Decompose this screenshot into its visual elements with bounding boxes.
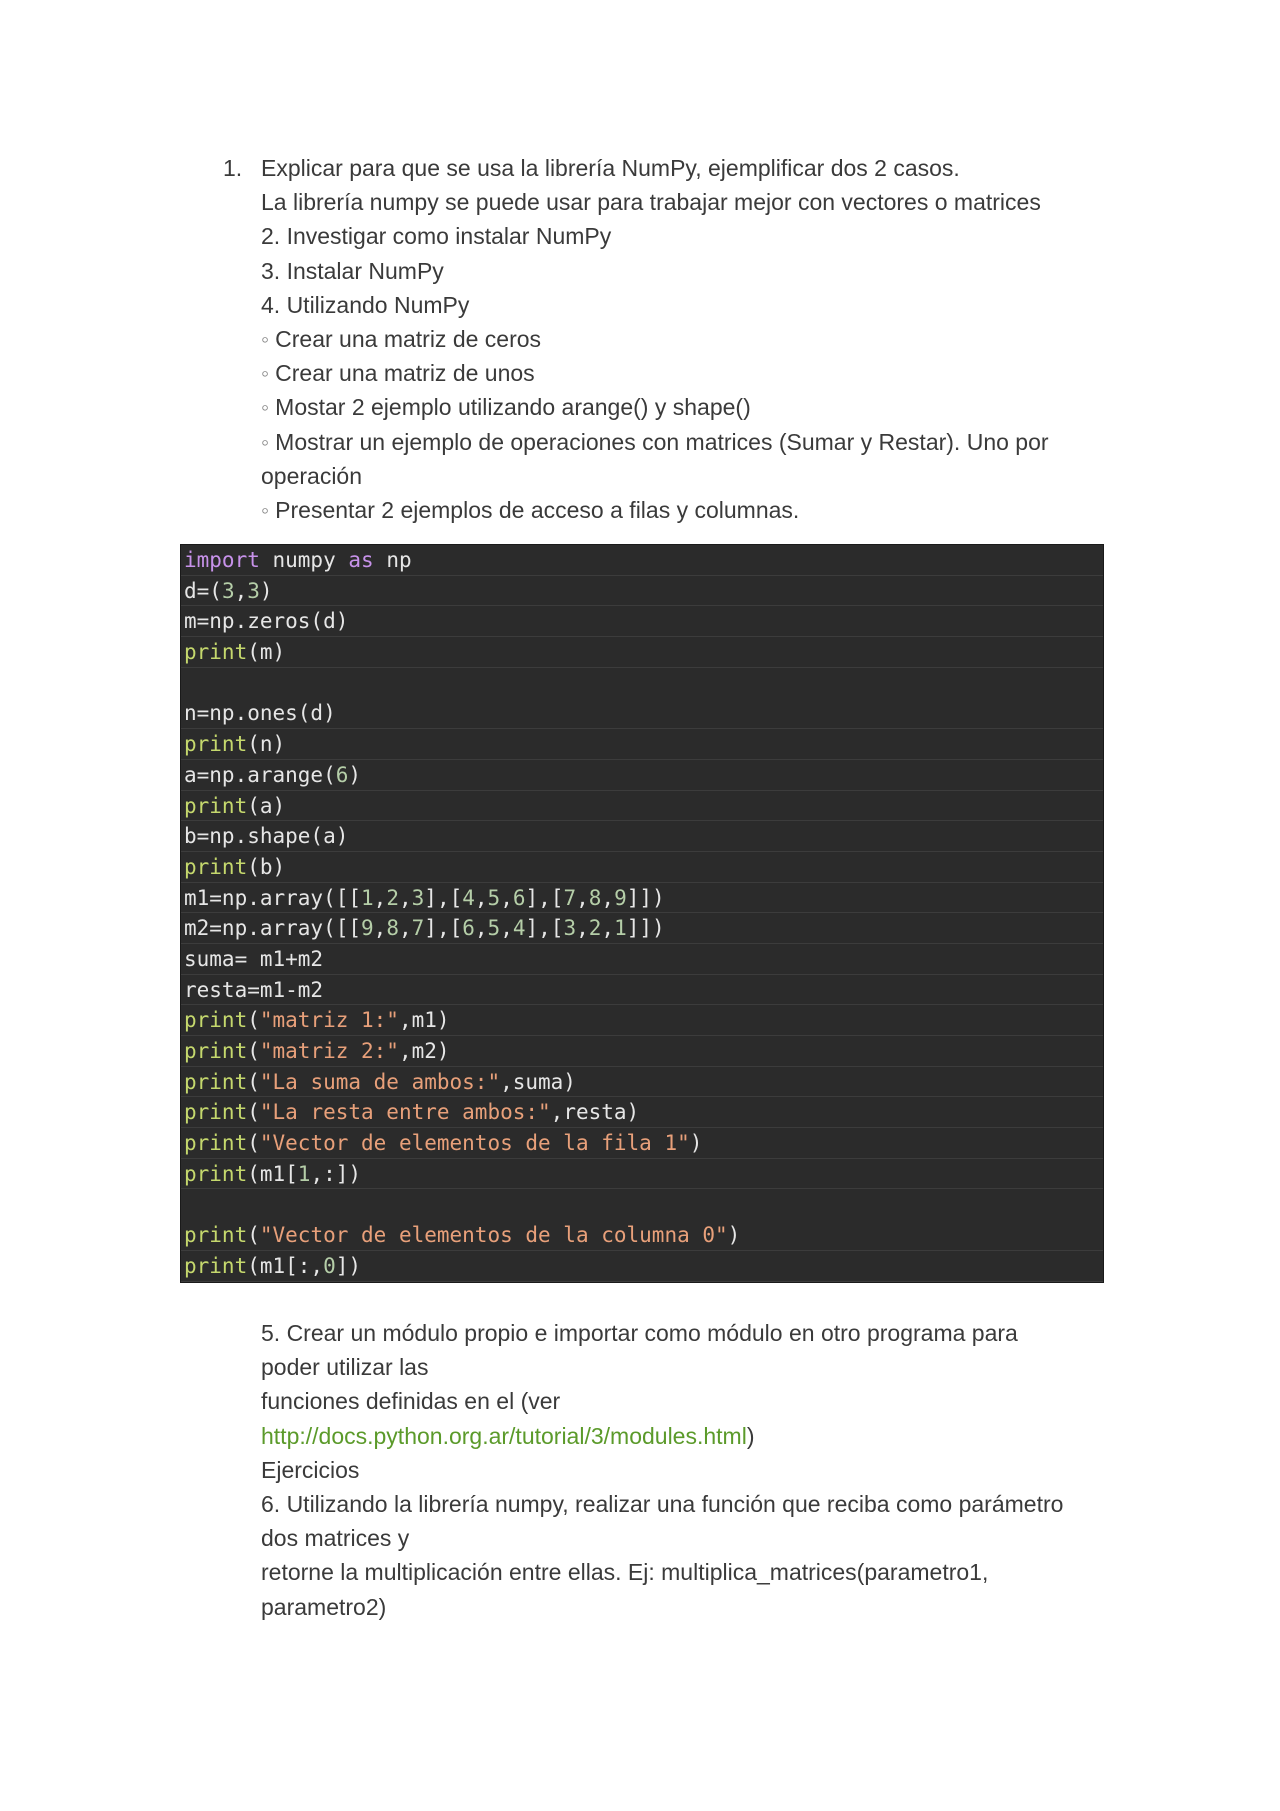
code-line bbox=[181, 698, 1103, 729]
code-token: "Vector de elementos de la columna 0" bbox=[259, 1223, 728, 1248]
bullet-item bbox=[261, 390, 1121, 424]
code-token: m1=np.array([[ bbox=[184, 885, 362, 910]
code-token: print bbox=[184, 793, 248, 818]
code-token: ],[ bbox=[424, 885, 463, 910]
code-token: , bbox=[474, 916, 488, 941]
code-token: ]) bbox=[335, 1253, 362, 1278]
code-token: print bbox=[184, 1253, 248, 1278]
link-close-paren: ) bbox=[746, 1422, 755, 1449]
code-line bbox=[181, 821, 1103, 852]
code-line bbox=[181, 760, 1103, 791]
code-token: ( bbox=[247, 1223, 260, 1248]
code-token: "matriz 2:" bbox=[259, 1039, 399, 1063]
code-token: 2 bbox=[588, 916, 602, 941]
code-line bbox=[181, 883, 1103, 914]
code-token: print bbox=[184, 640, 248, 665]
questions-continued bbox=[261, 1316, 1121, 1624]
code-token: print bbox=[184, 854, 248, 879]
code-line bbox=[181, 637, 1103, 668]
question-5-text-cont: funciones definidas en el (ver bbox=[261, 1388, 561, 1415]
code-token: a=np.arange( bbox=[184, 762, 336, 787]
code-token: print bbox=[184, 1223, 248, 1248]
code-line bbox=[181, 975, 1103, 1006]
code-token: "La resta entre ambos:" bbox=[259, 1100, 551, 1125]
code-token: import bbox=[184, 548, 260, 572]
bullet-icon: ◦ bbox=[261, 360, 270, 387]
code-token: print bbox=[184, 1008, 248, 1033]
question-6-text-cont: dos matrices y bbox=[261, 1525, 410, 1552]
code-line bbox=[181, 944, 1103, 975]
code-token: 9 bbox=[614, 885, 627, 910]
question-6-text-cont: retorne la multiplicación entre ellas. Ej: multiplica_matrices(parametro1, bbox=[261, 1559, 989, 1586]
code-token: ],[ bbox=[525, 916, 564, 941]
code-token: , bbox=[398, 885, 412, 910]
code-token: (m1[:, bbox=[247, 1253, 324, 1278]
code-token: 4 bbox=[462, 885, 475, 910]
question-5-text: 5. Crear un módulo propio e importar como módulo en otro programa para bbox=[261, 1320, 1018, 1346]
code-token: suma= m1+m2 bbox=[184, 946, 324, 971]
code-line bbox=[181, 1128, 1103, 1159]
bullet-icon: ◦ bbox=[261, 394, 270, 421]
code-line bbox=[181, 1189, 1103, 1220]
bullet-text: Mostar 2 ejemplo utilizando arange() y shape() bbox=[275, 394, 751, 421]
code-token: ( bbox=[247, 1131, 260, 1156]
code-token: 6 bbox=[335, 762, 349, 787]
code-token: , bbox=[500, 885, 513, 910]
code-token: print bbox=[184, 1161, 248, 1186]
code-token: ,suma) bbox=[500, 1069, 576, 1094]
code-token: , bbox=[601, 885, 615, 910]
code-line bbox=[181, 668, 1103, 699]
code-token: np bbox=[373, 548, 412, 572]
code-token: (a) bbox=[247, 793, 286, 818]
code-token: as bbox=[348, 548, 374, 572]
code-line bbox=[181, 852, 1103, 883]
bullet-text: Crear una matriz de unos bbox=[275, 360, 535, 387]
code-token: , bbox=[576, 885, 589, 910]
code-token: "matriz 1:" bbox=[259, 1008, 399, 1033]
code-token: "Vector de elementos de la fila 1" bbox=[259, 1131, 690, 1156]
code-token: 3 bbox=[247, 578, 260, 603]
code-token: (m1[ bbox=[247, 1161, 298, 1186]
code-token: , bbox=[234, 578, 248, 603]
code-line bbox=[181, 913, 1103, 944]
code-token: print bbox=[184, 732, 248, 757]
code-token: d=( bbox=[184, 578, 222, 603]
code-token: print bbox=[184, 1100, 248, 1125]
code-token: m2=np.array([[ bbox=[184, 916, 362, 941]
question-2-text: 2. Investigar como instalar NumPy bbox=[261, 223, 612, 250]
answer-1-text: La librería numpy se puede usar para trabajar mejor con vectores o matrices bbox=[261, 189, 1041, 216]
code-token: , bbox=[601, 916, 615, 941]
code-token: ) bbox=[348, 762, 362, 787]
code-token: 7 bbox=[411, 916, 425, 941]
code-line bbox=[181, 1251, 1103, 1282]
code-token: ( bbox=[247, 1039, 260, 1063]
bullet-icon: ◦ bbox=[261, 428, 270, 455]
question-5-text-cont: poder utilizar las bbox=[261, 1354, 429, 1381]
code-line bbox=[181, 606, 1103, 637]
code-line bbox=[181, 729, 1103, 760]
bullet-icon: ◦ bbox=[261, 326, 270, 353]
modules-link[interactable]: http://docs.python.org.ar/tutorial/3/modules.html bbox=[261, 1422, 747, 1449]
code-token: ,resta) bbox=[550, 1100, 640, 1125]
code-token: ) bbox=[689, 1131, 703, 1156]
bullet-text: Mostrar un ejemplo de operaciones con matrices (Sumar y Restar). Uno por operación bbox=[261, 428, 1049, 489]
code-token: ) bbox=[727, 1223, 741, 1248]
code-token: ( bbox=[247, 1008, 260, 1033]
code-token: 3 bbox=[221, 578, 235, 603]
code-token: 6 bbox=[512, 885, 526, 910]
code-token: 8 bbox=[386, 916, 399, 941]
code-token: ) bbox=[259, 578, 273, 603]
code-token: 1 bbox=[361, 885, 374, 910]
question-6-text: 6. Utilizando la librería numpy, realizar una función que reciba como parámetro bbox=[261, 1491, 1064, 1518]
code-token: m=np.zeros(d) bbox=[184, 609, 349, 634]
ejercicios-heading: Ejercicios bbox=[261, 1456, 360, 1483]
code-token: 5 bbox=[487, 916, 501, 941]
code-line bbox=[181, 1036, 1103, 1067]
code-token: 8 bbox=[588, 885, 602, 910]
bullet-icon: ◦ bbox=[261, 497, 270, 524]
question-1-text: Explicar para que se usa la librería NumPy, ejemplificar dos 2 casos. bbox=[261, 155, 960, 181]
code-token: print bbox=[184, 1131, 248, 1156]
code-token: 4 bbox=[512, 916, 526, 941]
code-token: "La suma de ambos:" bbox=[259, 1069, 501, 1094]
list-number: 1. bbox=[223, 155, 243, 181]
code-token: (b) bbox=[247, 854, 286, 879]
question-5-link-line bbox=[261, 1419, 1121, 1453]
code-line bbox=[181, 576, 1103, 607]
code-token: 2 bbox=[386, 885, 399, 910]
question-4-text: 4. Utilizando NumPy bbox=[261, 291, 470, 318]
code-line bbox=[181, 545, 1103, 576]
code-token: 5 bbox=[487, 885, 501, 910]
code-token: , bbox=[576, 916, 589, 941]
code-token: n=np.ones(d) bbox=[184, 701, 336, 726]
code-token: 7 bbox=[563, 885, 577, 910]
code-token: 3 bbox=[563, 916, 577, 941]
code-token: ( bbox=[247, 1069, 260, 1094]
code-token: , bbox=[474, 885, 488, 910]
code-token: resta=m1-m2 bbox=[184, 977, 324, 1002]
bullet-text: Presentar 2 ejemplos de acceso a filas y columnas. bbox=[275, 497, 800, 524]
code-token: 1 bbox=[297, 1161, 311, 1186]
code-line bbox=[181, 1005, 1103, 1036]
question-list bbox=[223, 151, 1121, 527]
code-token: numpy bbox=[259, 548, 349, 572]
code-token: print bbox=[184, 1069, 248, 1094]
code-token: , bbox=[373, 916, 387, 941]
code-token: print bbox=[184, 1039, 248, 1063]
code-line bbox=[181, 791, 1103, 822]
bullet-item bbox=[261, 356, 1121, 390]
code-line bbox=[181, 1097, 1103, 1128]
code-token: ,m2) bbox=[398, 1039, 450, 1063]
question-6-text-cont: parametro2) bbox=[261, 1593, 387, 1620]
code-line bbox=[181, 1159, 1103, 1190]
code-token: , bbox=[398, 916, 412, 941]
code-token: ],[ bbox=[525, 885, 564, 910]
question-3-text: 3. Instalar NumPy bbox=[261, 257, 444, 284]
code-token: 0 bbox=[323, 1253, 336, 1278]
code-token: (m) bbox=[247, 640, 286, 665]
code-token: 1 bbox=[614, 916, 627, 941]
code-token: ,:]) bbox=[310, 1161, 362, 1186]
bullet-item bbox=[261, 493, 1121, 527]
code-token: ,m1) bbox=[398, 1008, 450, 1033]
code-token: 3 bbox=[411, 885, 425, 910]
code-line bbox=[181, 1067, 1103, 1098]
code-token: ]]) bbox=[626, 885, 665, 910]
code-token: ]]) bbox=[626, 916, 665, 941]
code-token: 6 bbox=[462, 916, 475, 941]
code-token: ( bbox=[247, 1100, 260, 1125]
code-token: 9 bbox=[361, 916, 374, 941]
bullet-item bbox=[261, 425, 1121, 493]
code-token: ],[ bbox=[424, 916, 463, 941]
bullet-item bbox=[261, 322, 1121, 356]
code-line bbox=[181, 1220, 1103, 1251]
code-token: , bbox=[373, 885, 387, 910]
bullet-text: Crear una matriz de ceros bbox=[275, 326, 542, 353]
code-token: , bbox=[500, 916, 513, 941]
code-block bbox=[180, 544, 1104, 1283]
code-token: (n) bbox=[247, 732, 286, 757]
code-token: b=np.shape(a) bbox=[184, 824, 349, 849]
